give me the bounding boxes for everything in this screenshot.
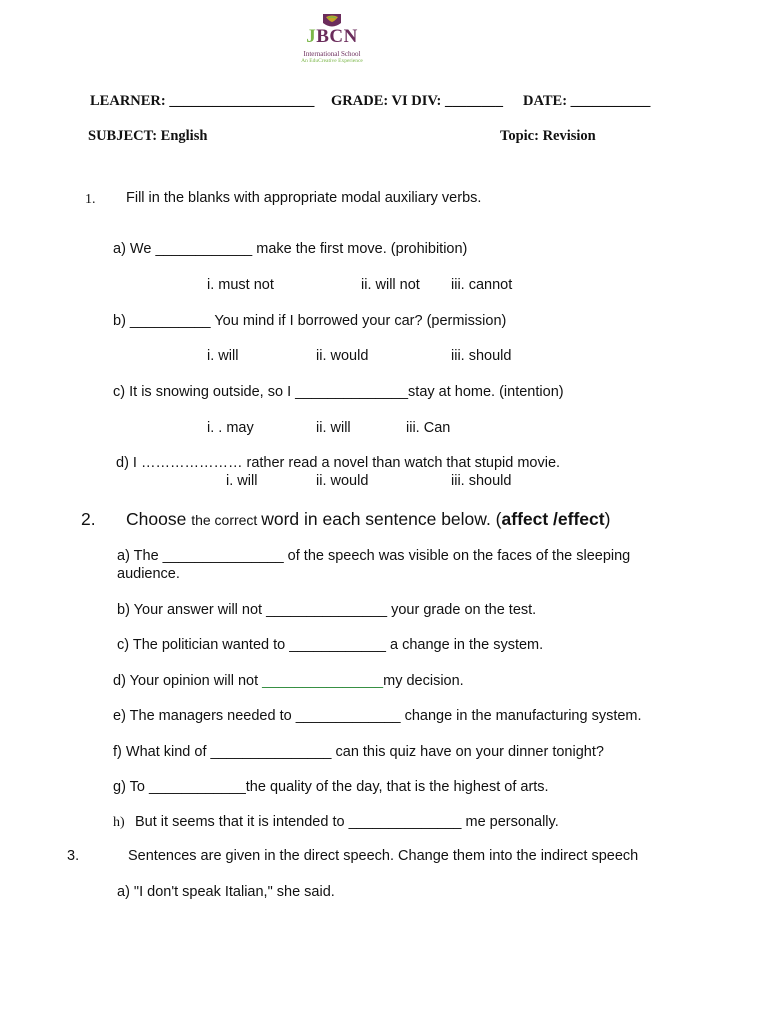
q2-item-h: But it seems that it is intended to ______________ me personally. (135, 814, 559, 830)
q1-number: 1. (85, 192, 96, 207)
grade-field: GRADE: VI DIV: ________ (331, 93, 504, 109)
q2-number: 2. (81, 509, 96, 529)
q1-item-a: a) We ____________ make the first move. (prohibition) (113, 241, 468, 257)
q1-d-option-1: i. will (226, 473, 258, 489)
q2-heading-part3: word in each sentence below. ( (261, 509, 502, 529)
q1-item-d: d) I ………………… rather read a novel than watch that stupid movie. (116, 455, 561, 471)
q2-heading-part5: ) (604, 509, 611, 529)
q3-item-a: a) "I don't speak Italian," she said. (117, 884, 335, 900)
q2-heading-choices: affect /effect (501, 509, 605, 529)
logo-name: BCN (316, 26, 358, 47)
q3-number: 3. (67, 848, 80, 864)
q1-b-option-3: iii. should (451, 348, 512, 364)
q2-item-g: g) To ____________the quality of the day, that is the highest of arts. (113, 779, 549, 795)
q1-instruction: Fill in the blanks with appropriate modal auxiliary verbs. (126, 190, 482, 206)
q2-item-d-pre: d) Your opinion will not (113, 673, 263, 689)
q1-a-option-3: iii. cannot (451, 277, 513, 293)
q2-item-d-post: my decision. (383, 673, 464, 689)
q1-b-option-2: ii. would (316, 348, 369, 364)
q2-item-d (113, 673, 464, 689)
school-logo (286, 12, 378, 68)
q1-c-option-2: ii. will (316, 420, 351, 436)
q1-a-option-1: i. must not (207, 277, 274, 293)
logo-line1: International School (303, 50, 361, 58)
date-field: DATE: ___________ (523, 93, 651, 109)
logo-letter-j: J (306, 26, 317, 47)
learner-field: LEARNER: ____________________ (90, 93, 315, 109)
q1-d-option-2: ii. would (316, 473, 369, 489)
q2-item-a-line2: audience. (117, 566, 180, 582)
q2-item-a-line1: a) The _______________ of the speech was visible on the faces of the sleeping (117, 548, 631, 564)
q1-item-b: b) __________ You mind if I borrowed your car? (permission) (113, 313, 507, 329)
q2-item-c: c) The politician wanted to ____________ a change in the system. (117, 637, 544, 653)
q1-a-option-2: ii. will not (361, 277, 420, 293)
q2-item-e: e) The managers needed to _____________ change in the manufacturing system. (113, 708, 642, 724)
q1-item-c: c) It is snowing outside, so I ______________stay at home. (intention) (113, 384, 564, 400)
q1-b-option-1: i. will (207, 348, 239, 364)
q2-item-f: f) What kind of _______________ can this quiz have on your dinner tonight? (113, 744, 604, 760)
q2-heading (126, 509, 610, 530)
q1-c-option-1: i. . may (207, 420, 254, 436)
q2-item-d-blank: _______________ (262, 673, 384, 689)
topic-field: Topic: Revision (500, 128, 596, 144)
subject-field: SUBJECT: English (88, 128, 208, 144)
logo-line2: An EduCreative Experience (301, 58, 363, 64)
q2-heading-part2: the correct (191, 512, 262, 528)
q3-instruction: Sentences are given in the direct speech. Change them into the indirect speech (128, 848, 639, 864)
q2-heading-part1: Choose (126, 509, 192, 529)
q1-d-option-3: iii. should (451, 473, 512, 489)
q2-item-h-label: h) (113, 815, 125, 830)
q1-c-option-3: iii. Can (406, 420, 451, 436)
q2-item-b: b) Your answer will not _______________ your grade on the test. (117, 602, 537, 618)
